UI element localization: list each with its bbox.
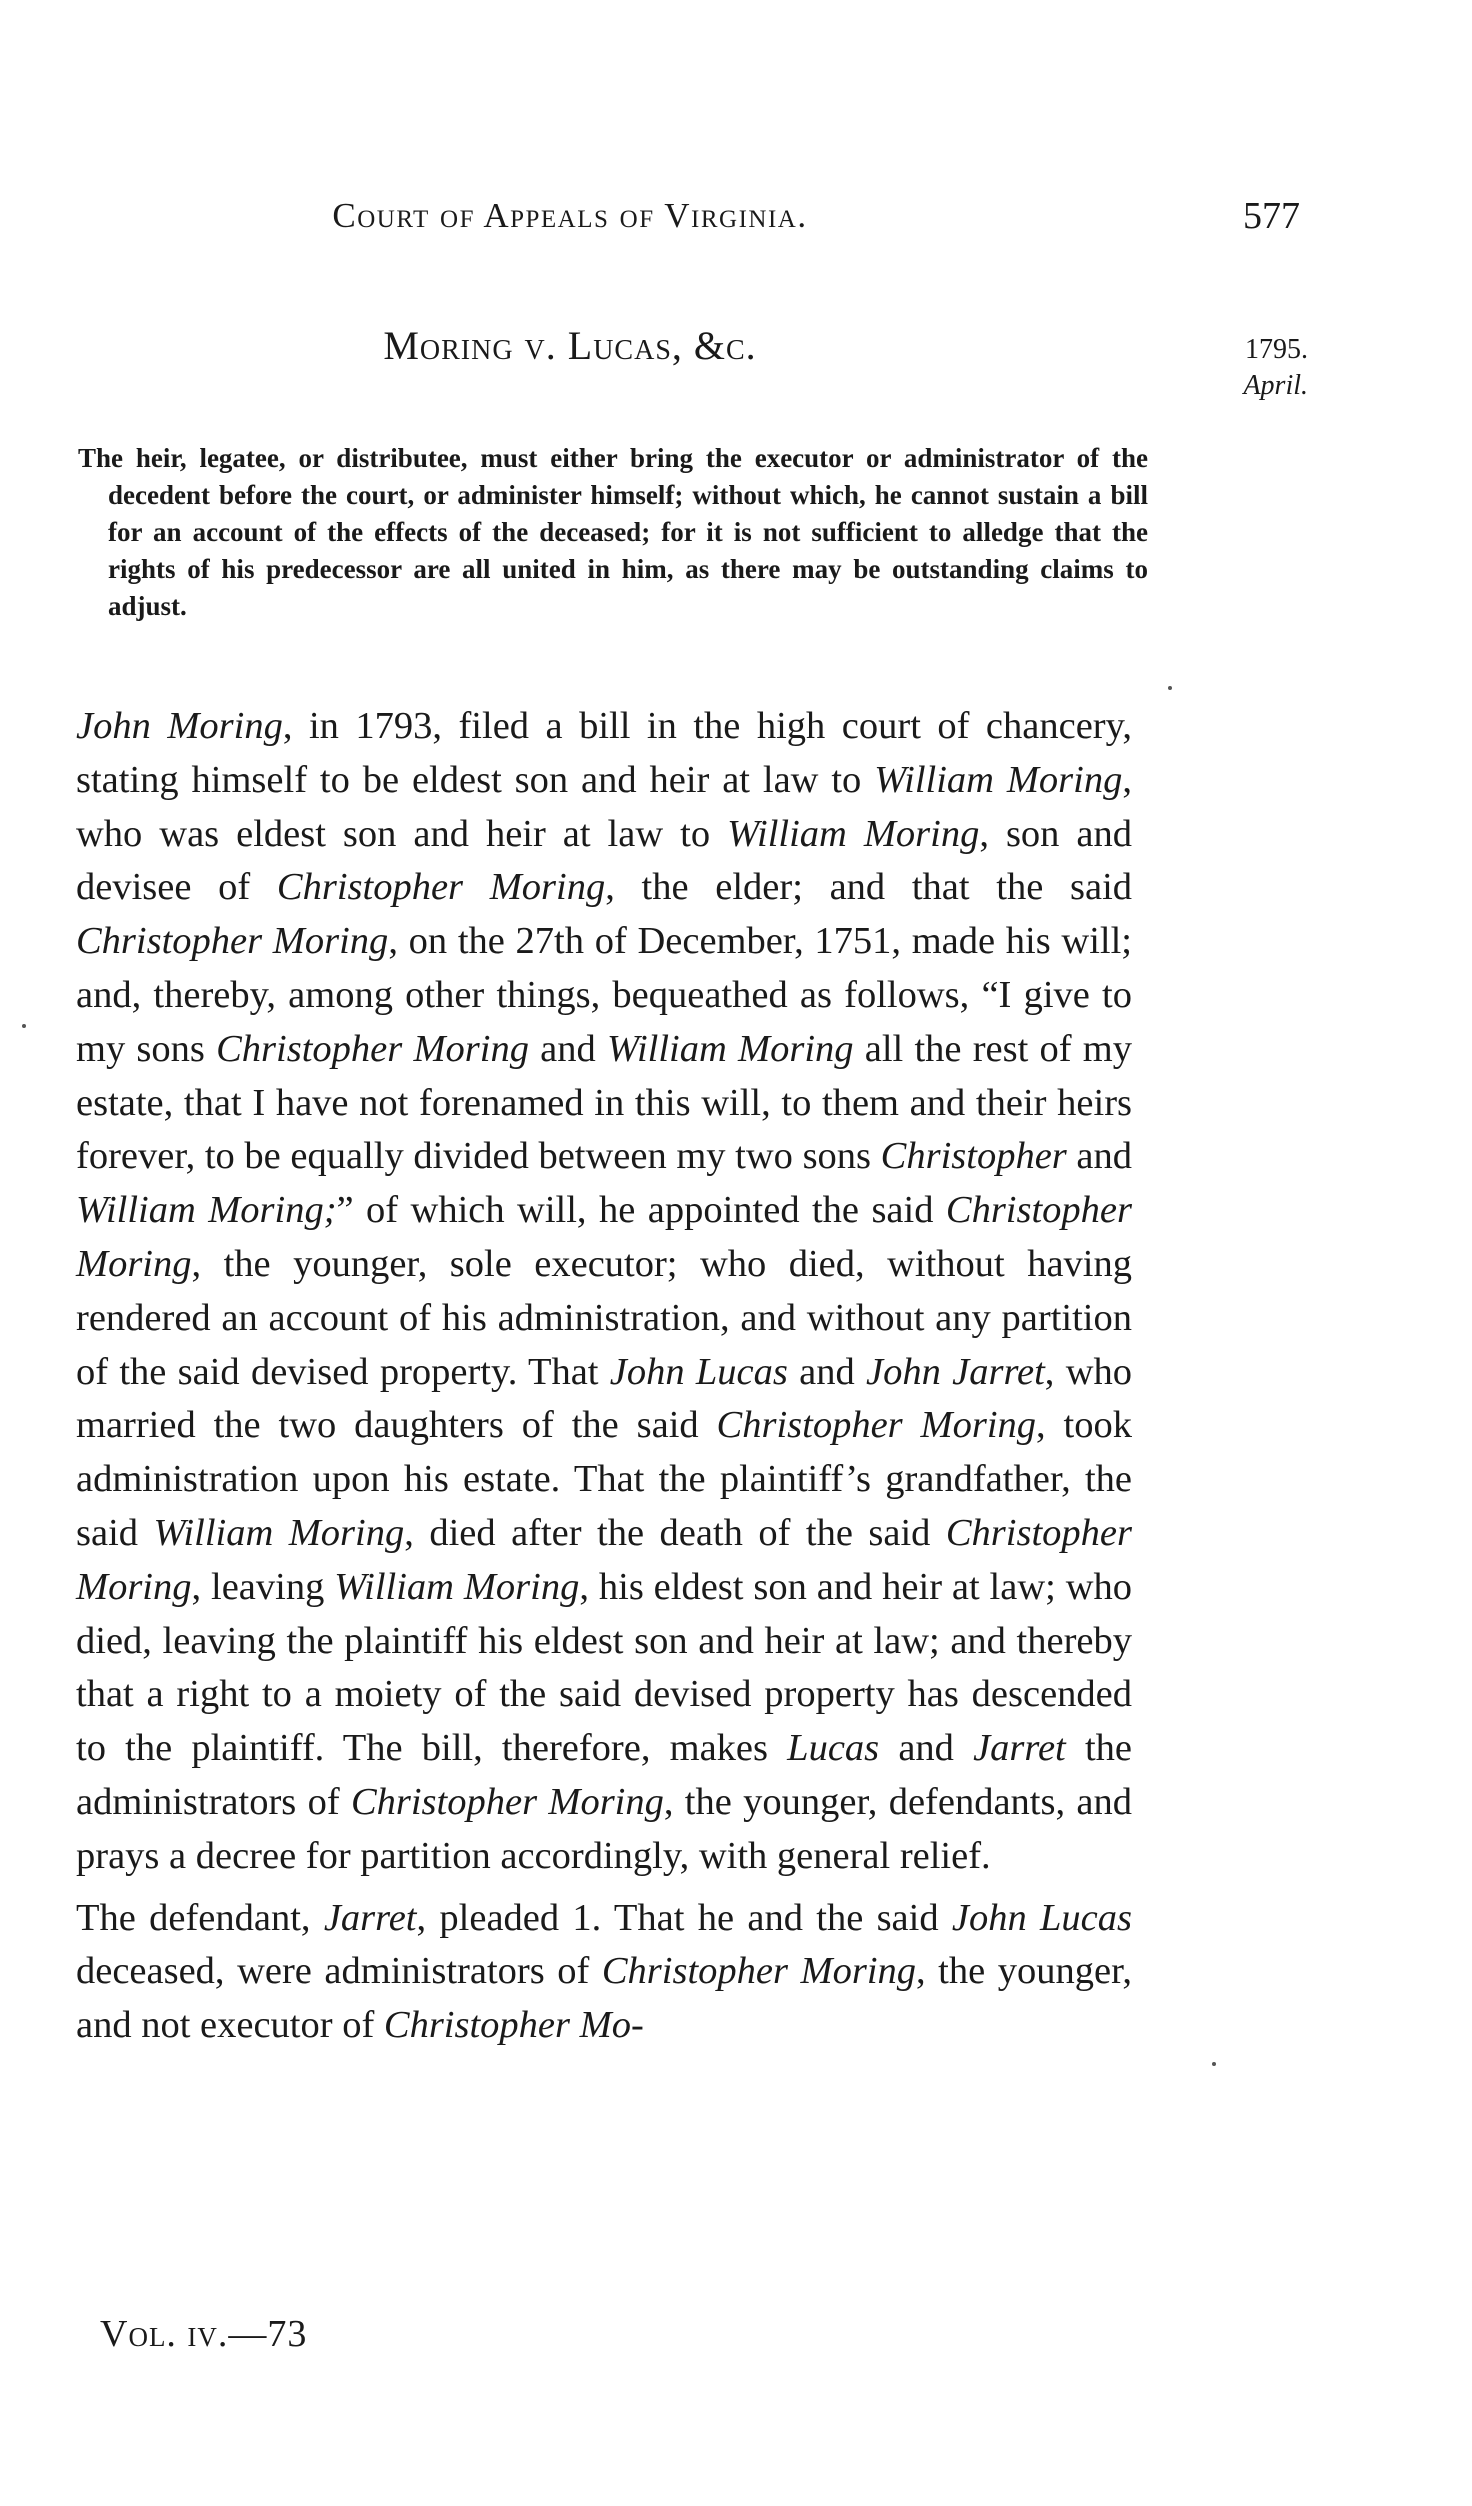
italic-name: Christopher Moring <box>76 1511 1132 1608</box>
page-number: 577 <box>1243 195 1300 237</box>
italic-name: William Moring <box>874 758 1123 801</box>
scan-speck <box>1168 686 1172 690</box>
italic-name: William Moring <box>334 1565 580 1608</box>
italic-name: Christopher Moring <box>601 1950 917 1993</box>
body-text <box>76 700 1132 2053</box>
italic-name: Christopher Moring <box>76 1189 1132 1285</box>
italic-name: William Moring <box>607 1027 854 1070</box>
italic-name: William Moring; <box>76 1189 337 1232</box>
italic-name: John Lucas <box>609 1350 788 1393</box>
italic-name: Jarret <box>323 1896 417 1939</box>
italic-name: Christopher Mo- <box>383 2004 644 2047</box>
headnote: The heir, legatee, or distributee, must either bring the executor or administrator of the decedent before the court, or administer himself; without which, he cannot sustain a bill for an account of the effects of the deceased; for it is not sufficient to alledge that the rights of his predecessor are all united in him, as there may be outstanding claims to adjust. <box>78 443 1148 621</box>
italic-name: John Lucas <box>951 1896 1133 1939</box>
margin-year: 1795. <box>1245 334 1308 365</box>
signature-mark: Vol. iv.—73 <box>100 2313 308 2355</box>
case-title: Moring v. Lucas, &c. <box>383 323 757 368</box>
italic-name: Jarret <box>973 1727 1066 1770</box>
scan-speck <box>22 1024 26 1028</box>
italic-name: John Moring <box>76 705 283 747</box>
italic-name: Christopher Moring <box>76 920 389 963</box>
italic-name: John Jarret <box>866 1350 1045 1393</box>
running-head: Court of Appeals of Virginia. <box>332 196 808 235</box>
italic-name: Lucas <box>787 1727 880 1770</box>
italic-name: Christopher Moring <box>276 866 606 909</box>
margin-month: April. <box>1243 370 1308 401</box>
scan-speck <box>1212 2062 1216 2066</box>
paragraph-2: The defendant, Jarret, pleaded 1. That he and the said John Lucas deceased, were administrators of Christopher Moring, the younger, and not executor of Christopher Mo- <box>76 1896 1133 2047</box>
italic-name: Christopher Moring <box>350 1780 664 1823</box>
italic-name: Christopher <box>880 1135 1067 1178</box>
italic-name: William Moring <box>153 1511 405 1554</box>
italic-name: Christopher Moring <box>216 1027 529 1070</box>
italic-name: William Moring <box>727 812 980 855</box>
paragraph-1: John Moring, in 1793, filed a bill in the high court of chancery, stating himself to be eldest son and heir at law to William Moring, who was eldest son and heir at law to William Moring, son and devisee of Christopher Moring, the elder; and that the said Christopher Moring, on the 27th of December, 1751, made his will; and, thereby, among other things, bequeathed as follows, “I give to my sons Christopher Moring and William Moring all the rest of my estate, that I have not forenamed in this will, to them and their heirs forever, to be equally divided between my two sons Christopher and William Moring;” of which will, he appointed the said Christopher Moring, the younger, sole executor; who died, without having rendered an account of his administration, and without any partition of the said devised property. That John Lucas and John Jarret, who married the two daughters of the said Christopher Moring, took administration upon his estate. That the plaintiff’s grandfather, the said William Moring, died after the death of the said Christopher Moring, leaving William Moring, his eldest son and heir at law; who died, leaving the plaintiff his eldest son and heir at law; and thereby that a right to a moiety of the said devised property has descended to the plaintiff. The bill, therefore, makes Lucas and Jarret the administrators of Christopher Moring, the younger, defendants, and prays a decree for partition accordingly, with general relief. <box>76 705 1133 1877</box>
italic-name: Christopher Moring <box>716 1404 1037 1447</box>
margin-date <box>1158 332 1308 404</box>
